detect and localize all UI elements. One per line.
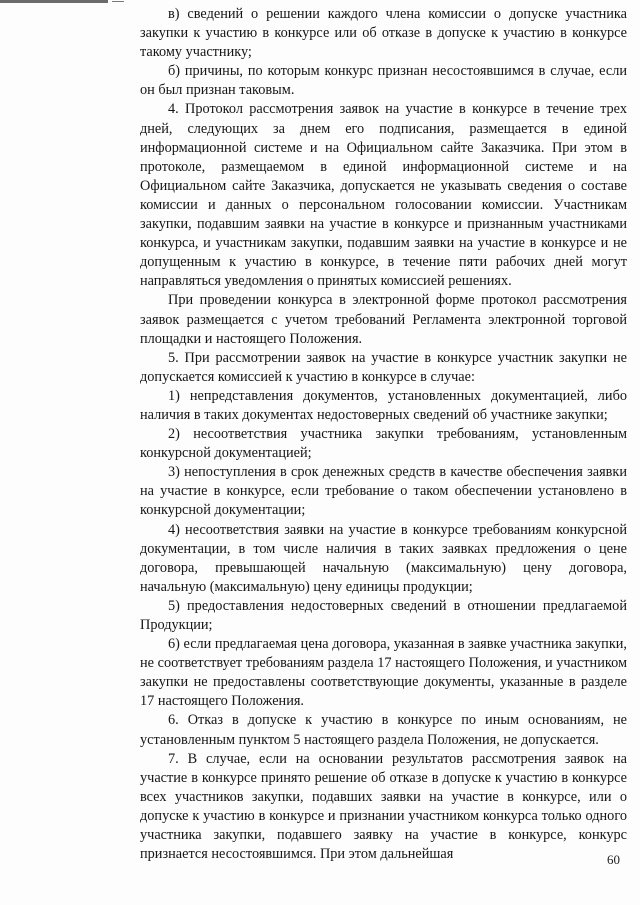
list-item-6: 6) если предлагаемая цена договора, указанная в заявке участника закупки, не соответствует требованиям раздела 17 настоящего Положения, и участником закупки не предоставлены соответствующие документы, указанные в разделе 17 настоящего Положения. xyxy=(140,636,627,710)
paragraph-6: 6. Отказ в допуске к участию в конкурсе по иным основаниям, не установленным пунктом 5 настоящего раздела Положения, не допускается. xyxy=(140,712,627,748)
scan-edge-mark-small xyxy=(112,1,124,2)
paragraph-5: 5. При рассмотрении заявок на участие в конкурсе участник закупки не допускается комиссией к участию в конкурсе в случае: xyxy=(140,349,627,385)
list-item-5: 5) предоставления недостоверных сведений в отношении предлагаемой Продукции; xyxy=(140,597,627,633)
page-number: 60 xyxy=(607,852,620,867)
scan-edge-mark xyxy=(0,0,108,3)
body-text xyxy=(140,5,627,864)
list-item-3: 3) непоступления в срок денежных средств в качестве обеспечения заявки на участие в конкурсе, если требование о таком обеспечении установлено в конкурсной документации; xyxy=(140,464,627,519)
list-item-2: 2) несоответствия участника закупки требованиям, установленным конкурсной документацией; xyxy=(140,426,627,462)
paragraph-item-b: б) причины, по которым конкурс признан несостоявшимся в случае, если он был признан таковым. xyxy=(140,63,627,99)
paragraph-electronic-form: При проведении конкурса в электронной форме протокол рассмотрения заявок размещается с учетом требований Регламента электронной торговой площадки и настоящего Положения. xyxy=(140,292,627,347)
paragraph-item-v: в) сведений о решении каждого члена комиссии о допуске участника закупки к участию в конкурсе или об отказе в допуске к участию в конкурсе такому участнику; xyxy=(140,6,627,61)
paragraph-7: 7. В случае, если на основании результатов рассмотрения заявок на участие в конкурсе принято решение об отказе в допуске к участию в конкурсе всех участников закупки, подавших заявки на участие в конкурсе, или о допуске к участию в конкурсе и признании участником конкурса только одного участника закупки, подавшего заявку на участие в конкурсе, конкурс признается несостоявшимся. При этом дальнейшая xyxy=(140,750,627,863)
list-item-4: 4) несоответствия заявки на участие в конкурсе требованиям конкурсной документации, в том числе наличия в таких заявках предложения о цене договора, превышающей начальную (максимальную) цену договора, начальную (максимальную) цену единицы продукции; xyxy=(140,521,627,595)
paragraph-4: 4. Протокол рассмотрения заявок на участие в конкурсе в течение трех дней, следующих за днем его подписания, размещается в единой информационной системе и на Официальном сайте Заказчика. При этом в протоколе, размещаемом в единой информационной системе и на Официальном сайте Заказчика, допускается не указывать сведения о составе комиссии и данных о персональном голосовании комиссии. Участникам закупки, подавшим заявки на участие в конкурсе и признанным участниками конкурса, и участникам закупки, подавшим заявки на участие в конкурсе и не допущенным к участию в конкурсе, в течение пяти рабочих дней могут направляться уведомления о принятых комиссией решениях. xyxy=(140,101,627,290)
list-item-1: 1) непредставления документов, установленных документацией, либо наличия в таких документах недостоверных сведений об участнике закупки; xyxy=(140,387,627,423)
